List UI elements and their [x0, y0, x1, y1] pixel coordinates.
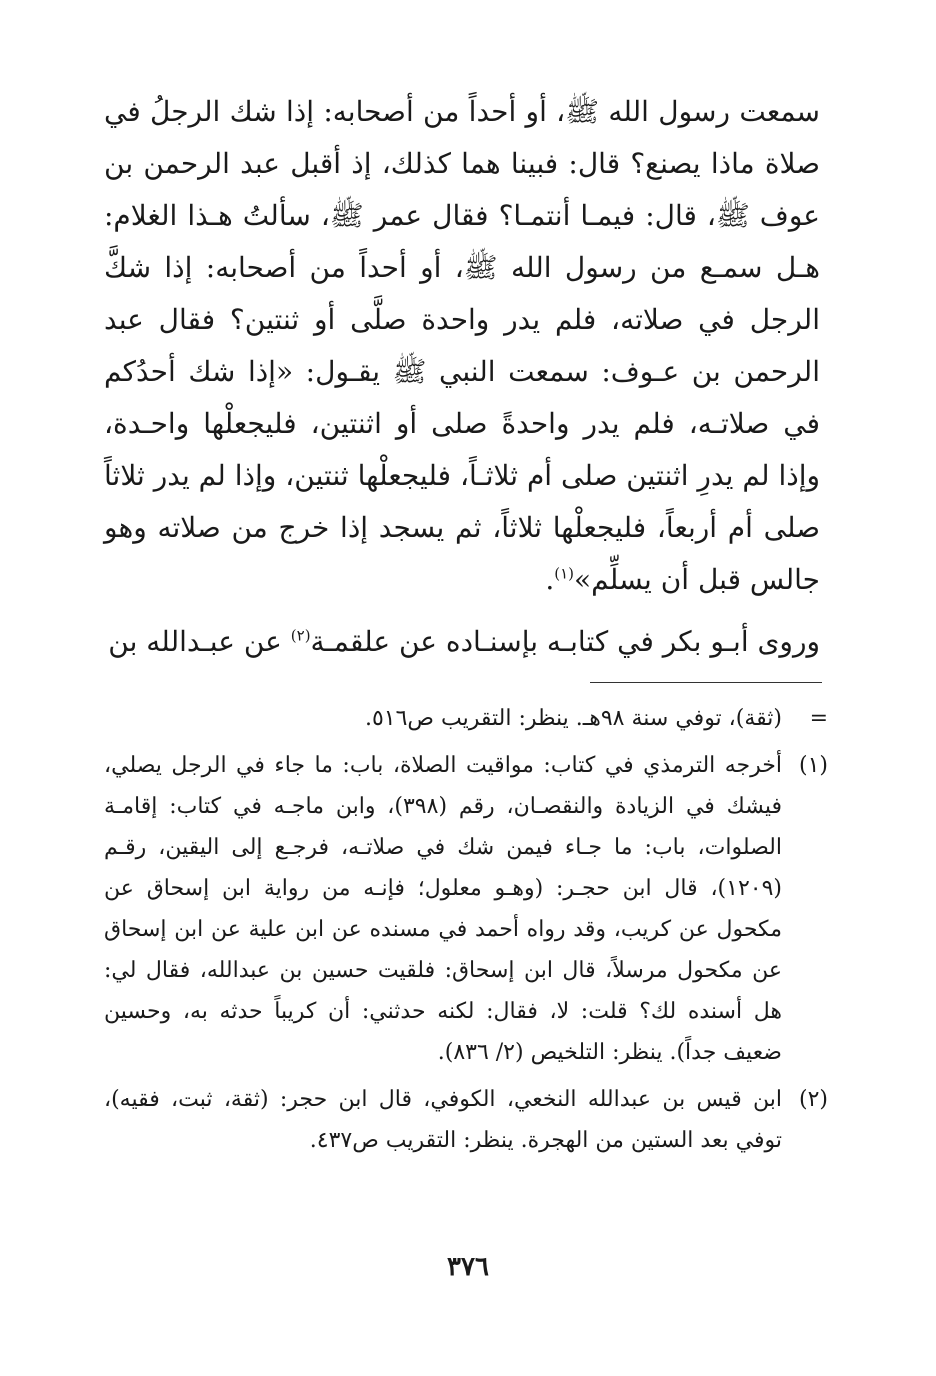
- footnote-text: (ثقة)، توفي سنة ٩٨هـ. ينظر: التقريب ص٥١٦.: [364, 706, 782, 731]
- main-text: [104, 86, 820, 668]
- footnote-ref-2: (٢): [290, 626, 311, 645]
- paragraph-1-end: .: [545, 563, 555, 596]
- footnote-marker: (٢): [798, 1087, 828, 1112]
- paragraph-1: [104, 86, 820, 606]
- footnote-divider: [590, 682, 822, 683]
- footnote-marker: (١): [798, 753, 828, 778]
- footnote-marker: =: [809, 706, 828, 731]
- footnote-ref-1: (١): [554, 564, 575, 583]
- paragraph-2-start: وروى أبـو بكر في كتابـه بإسنـاده عن علقمـة: [310, 625, 820, 658]
- footnote-continuation: [104, 698, 834, 739]
- footnote-text: أخرجه الترمذي في كتاب: مواقيت الصلاة، باب: ما جاء في الرجل يصلي، فيشك في الزيادة والنقصـان، رقم (٣٩٨)، وابن ماجـه في كتاب: إقامـة الصلوات، باب: ما جـاء فيمن شك في صلاتـه، فرجـع إلى اليقين، رقـم (١٢٠٩)، قال ابن حجـر: (وهـو معلول؛ فإنـه من رواية ابن إسحاق عن مكحول عن كريب، وقد رواه أحمد في مسنده عن ابن علية عن ابن إسحاق عن مكحول مرسلاً، قال ابن إسحاق: فلقيت حسين بن عبدالله، فقال لي: هل أسنده لك؟ قلت: لا، فقال: لكنه حدثني: أن كريباً حدثه به، وحسين ضعيف جداً). ينظر: التلخيص (٢/ ٨٣٦).: [104, 753, 782, 1065]
- paragraph-1-text: سمعت رسول الله ﷺ، أو أحداً من أصحابه: إذا شك الرجلُ في صلاة ماذا يصنع؟ قال: فبينا هما كذلك، إذ أقبل عبد الرحمن بن عوف ﷺ، قال: فيمـا أنتمـا؟ فقال عمر ﷺ، سألتُ هـذا الغلام: هـل سمـع من رسول الله ﷺ، أو أحداً من أصحابه: إذا شكَّ الرجل في صلاته، فلم يدر واحدة صلَّى أو ثنتين؟ فقال عبد الرحمن بن عـوف: سمعت النبي ﷺ يقـول: «إذا شك أحدُكم في صلاتـه، فلم يدر واحدةً صلى أو اثنتين، فليجعلْها واحـدة، وإذا لم يدرِ اثنتين صلى أم ثلاثـاً، فليجعلْها ثنتين، وإذا لم يدر ثلاثاً صلى أم أربعاً، فليجعلْها ثلاثاً، ثم يسجد إذا خرج من صلاته وهو جالس قبل أن يسلِّم»: [104, 95, 821, 596]
- paragraph-2-end: عن عبـدالله بن: [108, 625, 291, 658]
- footnote-1: [104, 745, 834, 1073]
- page-number: ٣٧٦: [447, 1252, 489, 1282]
- footnotes: [104, 698, 834, 1167]
- footnote-2: [104, 1079, 834, 1161]
- footnote-text: ابن قيس بن عبدالله النخعي، الكوفي، قال ابن حجر: (ثقة، ثبت، فقيه)، توفي بعد الستين من الهجرة. ينظر: التقريب ص٤٣٧.: [104, 1087, 782, 1153]
- paragraph-2: [104, 616, 820, 668]
